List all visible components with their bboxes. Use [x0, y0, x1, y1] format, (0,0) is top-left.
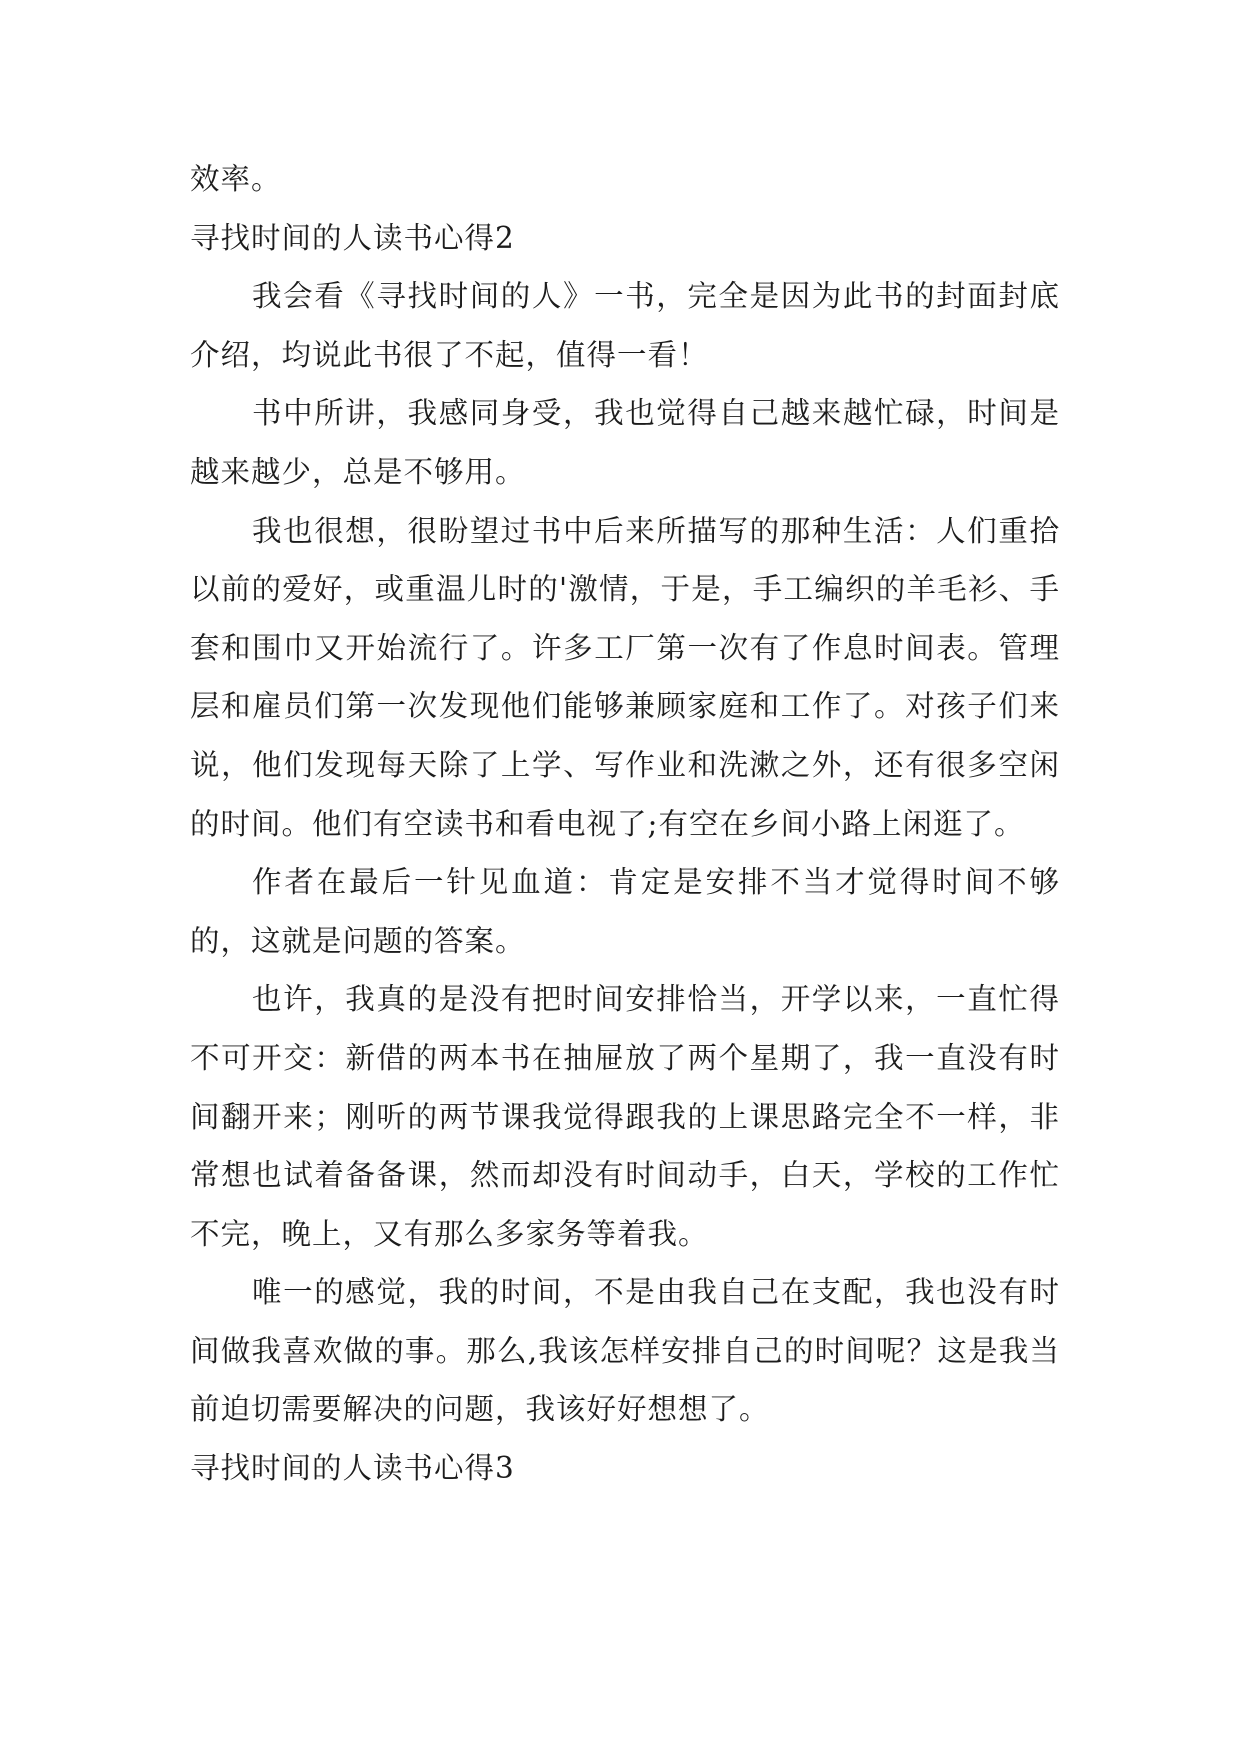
paragraph-1: 我会看《寻找时间的人》一书，完全是因为此书的封面封底介绍，均说此书很了不起，值得一看！	[190, 279, 1060, 372]
paragraph-5: 也许，我真的是没有把时间安排恰当，开学以来，一直忙得不可开交：新借的两本书在抽屉放了两个星期了，我一直没有时间翻开来；刚听的两节课我觉得跟我的上课思路完全不一样，非常想也试着备备课，然而却没有时间动手，白天，学校的工作忙不完，晚上，又有那么多家务等着我。	[190, 982, 1060, 1251]
section-heading-3: 寻找时间的人读书心得3	[190, 1451, 515, 1486]
paragraph-3: 我也很想，很盼望过书中后来所描写的那种生活：人们重拾以前的爱好，或重温儿时的'激情，于是，手工编织的羊毛衫、手套和围巾又开始流行了。许多工厂第一次有了作息时间表。管理层和雇员们第一次发现他们能够兼顾家庭和工作了。对孩子们来说，他们发现每天除了上学、写作业和洗漱之外，还有很多空闲的时间。他们有空读书和看电视了;有空在乡间小路上闲逛了。	[190, 513, 1060, 841]
paragraph-4: 作者在最后一针见血道：肯定是安排不当才觉得时间不够的，这就是问题的答案。	[190, 865, 1060, 958]
document-body	[190, 150, 1060, 1498]
paragraph-2: 书中所讲，我感同身受，我也觉得自己越来越忙碌，时间是越来越少，总是不够用。	[190, 396, 1060, 489]
lead-fragment: 效率。	[190, 162, 282, 196]
paragraph-6: 唯一的感觉，我的时间，不是由我自己在支配，我也没有时间做我喜欢做的事。那么,我该怎样安排自己的时间呢？这是我当前迫切需要解决的问题，我该好好想想了。	[190, 1275, 1060, 1427]
section-heading-2: 寻找时间的人读书心得2	[190, 220, 515, 255]
